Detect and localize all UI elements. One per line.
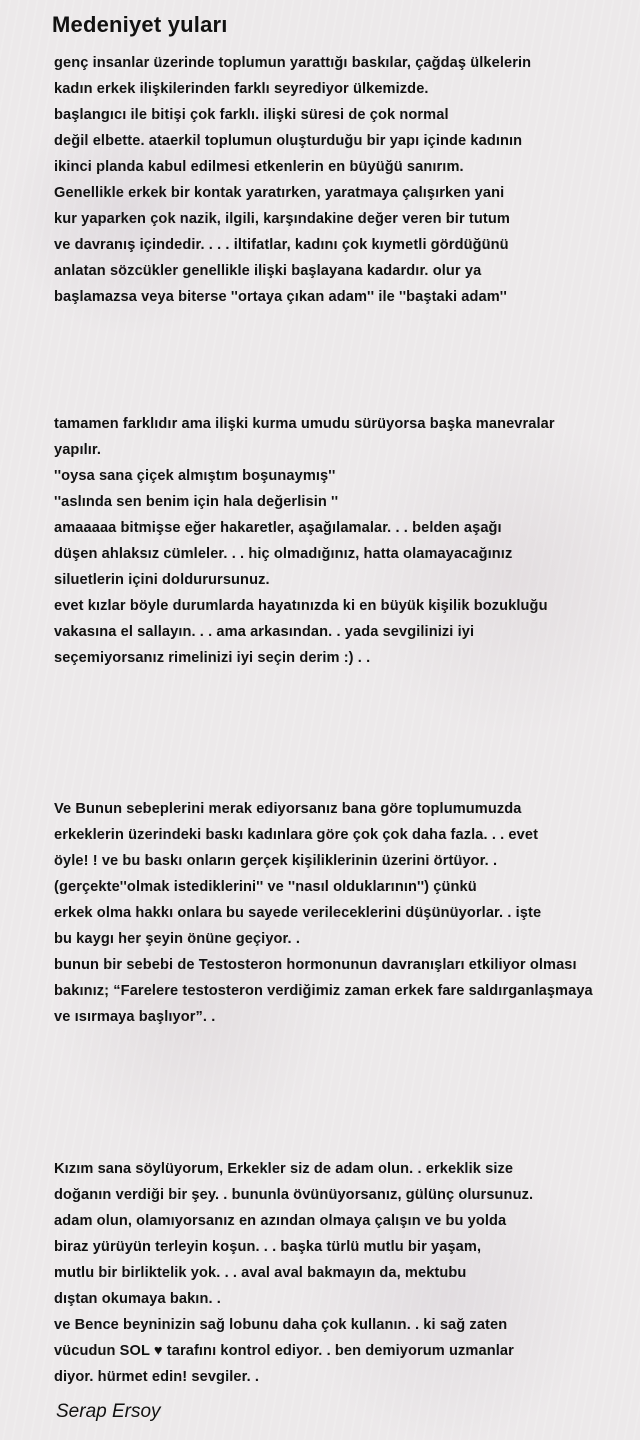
- poem-line: düşen ahlaksız cümleler. . . hiç olmadığınız, hatta olamayacağınız: [54, 546, 513, 562]
- poem-line: bunun bir sebebi de Testosteron hormonunun davranışları etkiliyor olması: [54, 957, 577, 973]
- poem-line: siluetlerin içini doldurursunuz.: [54, 572, 270, 588]
- poem-line: ve ısırmaya başlıyor”. .: [54, 1009, 216, 1025]
- poem-line: başlamazsa veya biterse ''ortaya çıkan adam'' ile ''baştaki adam'': [54, 289, 507, 305]
- stanza-1: [54, 50, 640, 310]
- poem-line: başlangıcı ile bitişi çok farklı. ilişki süresi de çok normal: [54, 107, 449, 123]
- author-name: Serap Ersoy: [56, 1401, 161, 1422]
- poem-line: evet kızlar böyle durumlarda hayatınızda ki en büyük kişilik bozukluğu: [54, 598, 548, 614]
- poem-line: Kızım sana söylüyorum, Erkekler siz de adam olun. . erkeklik size: [54, 1161, 514, 1177]
- poem-line: Genellikle erkek bir kontak yaratırken, yaratmaya çalışırken yani: [54, 185, 505, 201]
- poem-line: (gerçekte''olmak istediklerini'' ve ''nasıl olduklarının'') çünkü: [54, 879, 477, 895]
- poem-line: doğanın verdiği bir şey. . bununla övünüyorsanız, gülünç olursunuz.: [54, 1187, 534, 1203]
- poem-line: bu kaygı her şeyin önüne geçiyor. .: [54, 931, 300, 947]
- poem-line: öyle! ! ve bu baskı onların gerçek kişiliklerinin üzerini örtüyor. .: [54, 853, 498, 869]
- poem-line: biraz yürüyün terleyin koşun. . . başka türlü mutlu bir yaşam,: [54, 1239, 482, 1255]
- poem-line: bakınız; “Farelere testosteron verdiğimiz zaman erkek fare saldırganlaşmaya: [54, 983, 593, 999]
- poem-line: erkek olma hakkı onlara bu sayede verileceklerini düşünüyorlar. . işte: [54, 905, 542, 921]
- poem-line: vakasına el sallayın. . . ama arkasından. . yada sevgilinizi iyi: [54, 624, 475, 640]
- stanza-4: [54, 1156, 640, 1390]
- poem-line: yapılır.: [54, 442, 102, 458]
- poem-line: ve davranış içindedir. . . . iltifatlar, kadını çok kıymetli gördüğünü: [54, 237, 509, 253]
- poem-line: kur yaparken çok nazik, ilgili, karşındakine değer veren bir tutum: [54, 211, 510, 227]
- poem-line: mutlu bir birliktelik yok. . . aval aval bakmayın da, mektubu: [54, 1265, 467, 1281]
- poem-line: tamamen farklıdır ama ilişki kurma umudu sürüyorsa başka manevralar: [54, 416, 555, 432]
- poem-line: ''aslında sen benim için hala değerlisin '': [54, 494, 339, 510]
- poem-line: genç insanlar üzerinde toplumun yarattığı baskılar, çağdaş ülkelerin: [54, 55, 532, 71]
- poem-line: erkeklerin üzerindeki baskı kadınlara göre çok çok daha fazla. . . evet: [54, 827, 539, 843]
- poem-line: Ve Bunun sebeplerini merak ediyorsanız bana göre toplumumuzda: [54, 801, 522, 817]
- stanza-3: [54, 796, 640, 1030]
- stanza-2: [54, 411, 640, 671]
- poem-line: adam olun, olamıyorsanız en azından olmaya çalışın ve bu yolda: [54, 1213, 507, 1229]
- poem-line: anlatan sözcükler genellikle ilişki başlayana kadardır. olur ya: [54, 263, 482, 279]
- poem-line: kadın erkek ilişkilerinden farklı seyrediyor ülkemizde.: [54, 81, 429, 97]
- poem-line: ''oysa sana çiçek almıştım boşunaymış'': [54, 468, 336, 484]
- poem-line: vücudun SOL ♥ tarafını kontrol ediyor. . ben demiyorum uzmanlar: [54, 1343, 514, 1359]
- poem-line: dıştan okumaya bakın. .: [54, 1291, 221, 1307]
- poem-line: amaaaaa bitmişse eğer hakaretler, aşağılamalar. . . belden aşağı: [54, 520, 502, 536]
- poem-line: diyor. hürmet edin! sevgiler. .: [54, 1369, 260, 1385]
- poem-line: seçemiyorsanız rimelinizi iyi seçin derim :) . .: [54, 650, 371, 666]
- poem-line: ve Bence beyninizin sağ lobunu daha çok kullanın. . ki sağ zaten: [54, 1317, 508, 1333]
- poem-line: ikinci planda kabul edilmesi etkenlerin en büyüğü sanırım.: [54, 159, 464, 175]
- poem-line: değil elbette. ataerkil toplumun oluşturduğu bir yapı içinde kadının: [54, 133, 523, 149]
- poem-title: Medeniyet yuları: [52, 12, 228, 37]
